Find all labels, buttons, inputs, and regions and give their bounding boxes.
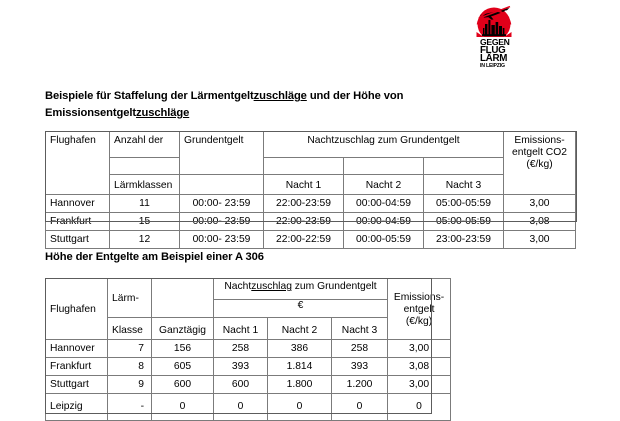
th-nacht-2: Nacht 2 [268,318,332,340]
table-laermentgelt-staffelung [45,131,576,249]
th-nacht-1: Nacht 1 [214,318,268,340]
cell-flughafen: Stuttgart [46,376,108,394]
th-laermklassen: Lärmklassen [110,175,180,195]
cell-flughafen: Frankfurt [46,358,108,376]
cell-nacht-1: 393 [214,358,268,376]
logo-svg [466,4,522,68]
table-row [46,358,451,376]
th-emissionsentgelt-line-1: Emissions- [393,292,445,303]
heading-1-text-part-2: und der Höhe von [306,90,404,102]
logo-line-3: LÄRM [480,53,508,64]
th-nachtzuschlag-prefix: Nacht [224,281,252,292]
table-row [46,340,451,358]
cell-nacht-2: 00:00-05:59 [344,231,424,249]
th-nachtzuschlag-underlined: zuschlag [251,281,292,292]
th-flughafen: Flughafen [46,132,110,195]
th-spacer-nacht-1 [264,158,344,175]
th-emissionsentgelt-line-2: entgelt CO2 [512,147,567,158]
th-nachtzuschlag-group [214,279,388,300]
th-nachtzuschlag-currency: € [214,300,388,318]
cell-flughafen: Stuttgart [46,231,110,249]
table-1-header-row-3 [46,175,576,195]
cell-laermklasse: 7 [108,340,152,358]
table-row [46,376,451,394]
th-spacer-anzahl [110,158,180,175]
table-entgelte-a306 [45,278,451,421]
cell-laermklasse: 9 [108,376,152,394]
cell-laermklasse: 8 [108,358,152,376]
th-nachtzuschlag-group: Nachtzuschlag zum Grundentgelt [264,132,504,158]
th-spacer-nacht-2 [344,158,424,175]
organization-logo [466,4,522,68]
cell-nacht-3: 1.200 [332,376,388,394]
th-flughafen: Flughafen [46,279,108,340]
table-row [46,213,576,231]
cell-anzahl-laermklassen: 12 [110,231,180,249]
cell-flughafen: Hannover [46,340,108,358]
heading-1-text-part-1: Beispiele für Staffelung der Lärmentgelt [45,90,254,102]
cell-ganztaegig: 0 [152,394,214,421]
cell-nacht-3: 258 [332,340,388,358]
cell-nacht-1: 22:00-23:59 [264,213,344,231]
cell-ganztaegig: 600 [152,376,214,394]
cell-nacht-2: 00:00-04:59 [344,213,424,231]
cell-nacht-2: 0 [268,394,332,421]
table-2-header-row-1 [46,279,451,300]
th-nachtzuschlag-suffix: zum Grundentgelt [291,281,377,292]
section-heading-2: Höhe der Entgelte am Beispiel einer A 306 [45,251,264,263]
heading-1-underlined-2: zuschläge [136,107,190,119]
heading-1-underlined-1: zuschläge [253,90,307,102]
th-nacht-3: Nacht 3 [424,175,504,195]
cell-anzahl-laermklassen: 11 [110,195,180,213]
cell-nacht-1: 22:00-23:59 [264,195,344,213]
cell-ganztaegig: 605 [152,358,214,376]
table-1-header-row-1 [46,132,576,158]
table-row [46,195,576,213]
cell-ganztaegig: 156 [152,340,214,358]
th-klasse: Klasse [108,318,152,340]
th-laerm-klasse-top: Lärm- [108,279,152,318]
cell-flughafen: Hannover [46,195,110,213]
cell-emissionsentgelt: 3,00 [388,376,451,394]
cell-nacht-1: 22:00-22:59 [264,231,344,249]
cell-emissionsentgelt: 3,00 [504,195,576,213]
heading-1-text-part-3: Emissionsentgelt [45,107,137,119]
cell-emissionsentgelt: 0 [388,394,451,421]
th-ganztaegig: Ganztägig [152,318,214,340]
th-spacer-nacht-3 [424,158,504,175]
cell-laermklasse: - [108,394,152,421]
cell-nacht-1: 0 [214,394,268,421]
cell-anzahl-laermklassen: 15 [110,213,180,231]
th-nacht-2: Nacht 2 [344,175,424,195]
cell-grundentgelt: 00:00- 23:59 [180,195,264,213]
cell-nacht-2: 386 [268,340,332,358]
th-ganztaegig-spacer [152,279,214,318]
cell-nacht-2: 00:00-04:59 [344,195,424,213]
cell-nacht-1: 600 [214,376,268,394]
cell-nacht-3: 23:00-23:59 [424,231,504,249]
th-emissionsentgelt [504,132,576,195]
cell-emissionsentgelt: 3,00 [388,340,451,358]
cell-nacht-1: 258 [214,340,268,358]
cell-grundentgelt: 00:00- 23:59 [180,213,264,231]
th-nacht-1: Nacht 1 [264,175,344,195]
cell-nacht-3: 05:00-05:59 [424,195,504,213]
cell-flughafen: Leipzig [46,394,108,421]
th-grundentgelt: Grundentgelt [180,132,264,175]
cell-nacht-3: 393 [332,358,388,376]
th-emissionsentgelt-line-1: Emissions- [514,135,565,146]
logo-line-2: FLUG [480,45,506,56]
cell-emissionsentgelt: 3,00 [504,231,576,249]
cell-grundentgelt: 00:00- 23:59 [180,231,264,249]
table-row [46,394,451,421]
cell-nacht-3: 0 [332,394,388,421]
cell-flughafen: Frankfurt [46,213,110,231]
th-emissionsentgelt-line-2: entgelt [403,304,435,315]
th-emissionsentgelt-line-3: (€/kg) [405,316,433,327]
th-emissionsentgelt-line-3: (€/kg) [526,159,553,170]
th-emissionsentgelt [388,279,451,340]
cell-nacht-2: 1.800 [268,376,332,394]
cell-nacht-3: 05:00-05:59 [424,213,504,231]
logo-line-4: IN LEIPZIG [480,63,505,68]
th-anzahl-der: Anzahl der [110,132,180,158]
table-row [46,231,576,249]
th-nacht-3: Nacht 3 [332,318,388,340]
section-heading-1 [45,88,515,122]
th-grundentgelt-spacer [180,175,264,195]
logo-line-1: GEGEN [480,37,510,47]
cell-emissionsentgelt: 3,08 [388,358,451,376]
cell-nacht-2: 1.814 [268,358,332,376]
cell-emissionsentgelt: 3,08 [504,213,576,231]
table-1-header-row-2 [46,158,576,175]
